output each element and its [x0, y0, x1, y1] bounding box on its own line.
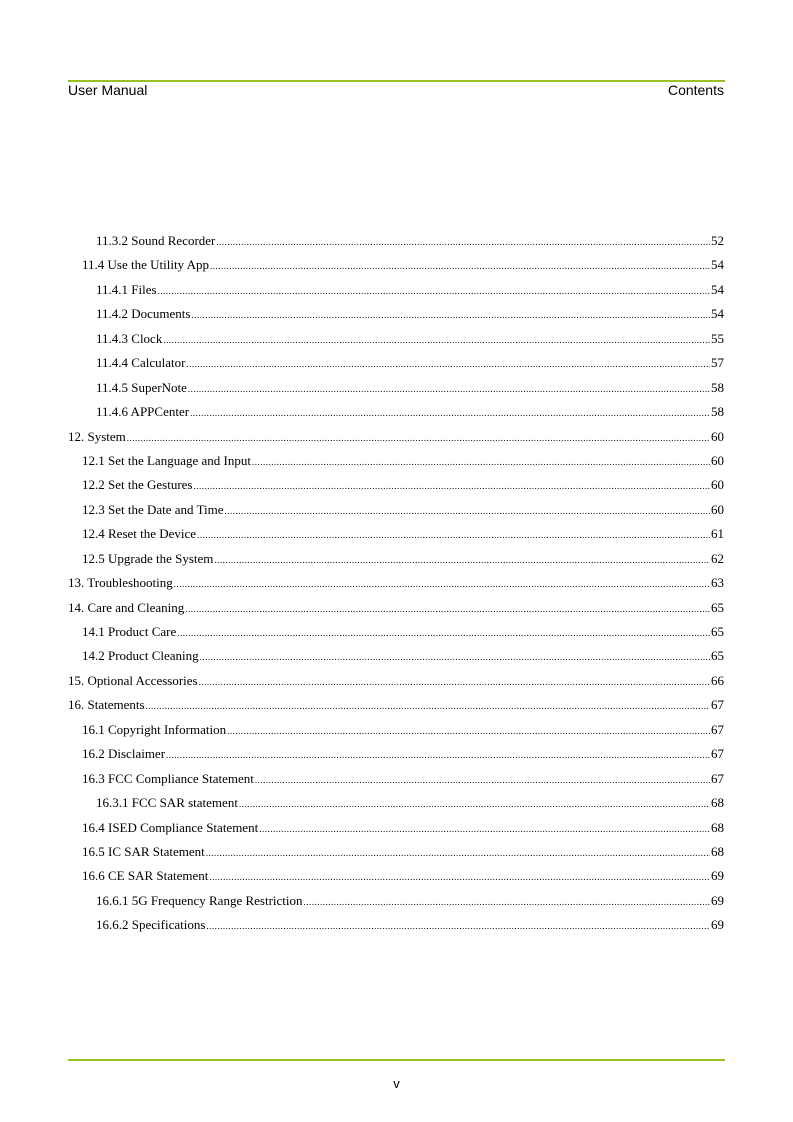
- toc-leader-dots: [186, 359, 710, 369]
- toc-entry[interactable]: [68, 502, 724, 526]
- toc-leader-dots: [200, 652, 710, 662]
- toc-entry[interactable]: [68, 429, 724, 453]
- toc-entry-label: 15. Optional Accessories: [68, 672, 198, 688]
- toc-entry[interactable]: [68, 648, 724, 672]
- toc-entry[interactable]: [68, 697, 724, 721]
- toc-entry-label: 14.1 Product Care: [82, 624, 177, 639]
- toc-entry-label: 11.4 Use the Utility App: [82, 257, 209, 273]
- toc-entry-page: 55: [711, 330, 724, 346]
- toc-leader-dots: [188, 384, 710, 394]
- toc-entry-label: 16.3.1 FCC SAR statement: [96, 795, 238, 811]
- header-section: Contents: [667, 82, 724, 98]
- toc-entry-page: 69: [711, 917, 724, 933]
- toc-entry-page: 60: [711, 452, 724, 468]
- toc-entry-label: 16.1 Copyright Information: [82, 721, 227, 737]
- toc-entry-page: 69: [711, 868, 724, 884]
- toc-leader-dots: [146, 701, 710, 711]
- toc-entry-label: 14. Care and Cleaning: [68, 599, 185, 615]
- toc-leader-dots: [166, 750, 710, 760]
- toc-leader-dots: [214, 555, 710, 565]
- toc-leader-dots: [209, 872, 710, 882]
- toc-entry-label: 11.4.4 Calculator: [96, 355, 186, 371]
- toc-entry[interactable]: [68, 624, 724, 648]
- toc-entry-page: 65: [711, 648, 724, 664]
- toc-entry-label: 11.3.2 Sound Recorder: [96, 233, 216, 248]
- toc-entry[interactable]: [68, 404, 724, 428]
- toc-leader-dots: [252, 457, 710, 467]
- toc-entry-page: 67: [711, 697, 724, 713]
- toc-entry-page: 63: [711, 575, 724, 591]
- toc-entry-page: 58: [711, 404, 724, 420]
- toc-entry-label: 11.4.1 Files: [96, 281, 157, 297]
- toc-entry[interactable]: [68, 795, 724, 819]
- toc-leader-dots: [239, 799, 710, 809]
- toc-entry-page: 54: [711, 257, 724, 273]
- toc-entry[interactable]: [68, 257, 724, 281]
- toc-leader-dots: [255, 775, 710, 785]
- toc-entry[interactable]: [68, 306, 724, 330]
- toc-entry-page: 68: [711, 819, 724, 835]
- toc-leader-dots: [227, 726, 710, 736]
- footer-rule: [68, 1059, 725, 1061]
- toc-entry[interactable]: [68, 477, 724, 501]
- table-of-contents: [68, 233, 724, 942]
- toc-entry[interactable]: [68, 722, 724, 746]
- toc-entry[interactable]: [68, 868, 724, 892]
- toc-entry[interactable]: [68, 893, 724, 917]
- toc-entry[interactable]: [68, 844, 724, 868]
- toc-entry[interactable]: [68, 331, 724, 355]
- toc-entry-label: 12.5 Upgrade the System: [82, 550, 214, 566]
- toc-entry-label: 11.4.2 Documents: [96, 306, 191, 322]
- toc-entry-label: 16.4 ISED Compliance Statement: [82, 819, 259, 835]
- toc-leader-dots: [197, 530, 710, 540]
- toc-entry-label: 12.4 Reset the Device: [82, 526, 197, 542]
- toc-leader-dots: [304, 897, 710, 907]
- toc-entry-label: 11.4.3 Clock: [96, 330, 163, 346]
- toc-entry-label: 12.2 Set the Gestures: [82, 477, 193, 493]
- toc-leader-dots: [185, 604, 710, 614]
- toc-leader-dots: [216, 237, 710, 247]
- toc-entry-label: 16. Statements: [68, 697, 145, 713]
- toc-entry[interactable]: [68, 820, 724, 844]
- toc-leader-dots: [190, 408, 710, 418]
- toc-entry-page: 60: [711, 501, 724, 517]
- toc-entry-label: 12.3 Set the Date and Time: [82, 501, 224, 517]
- toc-leader-dots: [193, 481, 710, 491]
- toc-entry-page: 66: [711, 672, 724, 688]
- toc-entry-label: 14.2 Product Cleaning: [82, 648, 199, 664]
- toc-entry-page: 60: [711, 428, 724, 444]
- toc-entry[interactable]: [68, 355, 724, 379]
- toc-leader-dots: [259, 824, 710, 834]
- page-number: v: [393, 1076, 400, 1091]
- toc-entry-label: 16.3 FCC Compliance Statement: [82, 770, 254, 786]
- toc-leader-dots: [210, 261, 710, 271]
- toc-entry-page: 54: [711, 306, 724, 322]
- toc-leader-dots: [158, 286, 710, 296]
- toc-leader-dots: [177, 628, 710, 638]
- toc-entry-page: 58: [711, 379, 724, 395]
- toc-leader-dots: [174, 579, 710, 589]
- toc-entry-page: 68: [711, 843, 724, 859]
- toc-entry[interactable]: [68, 917, 724, 941]
- toc-entry[interactable]: [68, 575, 724, 599]
- toc-entry-label: 16.6.1 5G Frequency Range Restriction: [96, 892, 303, 908]
- toc-entry-page: 67: [711, 721, 724, 737]
- toc-entry-page: 60: [711, 477, 724, 493]
- toc-entry-page: 67: [711, 746, 724, 762]
- toc-entry[interactable]: [68, 282, 724, 306]
- toc-entry[interactable]: [68, 526, 724, 550]
- toc-entry-page: 68: [711, 795, 724, 811]
- toc-leader-dots: [199, 677, 710, 687]
- toc-entry-page: 52: [711, 233, 724, 248]
- toc-entry-page: 67: [711, 770, 724, 786]
- toc-entry-page: 54: [711, 281, 724, 297]
- toc-entry[interactable]: [68, 380, 724, 404]
- toc-entry-label: 16.5 IC SAR Statement: [82, 843, 205, 859]
- toc-entry-page: 69: [711, 892, 724, 908]
- toc-entry-label: 12.1 Set the Language and Input: [82, 452, 251, 468]
- toc-entry[interactable]: [68, 453, 724, 477]
- toc-entry-label: 11.4.5 SuperNote: [96, 379, 187, 395]
- toc-entry[interactable]: [68, 771, 724, 795]
- toc-entry[interactable]: [68, 600, 724, 624]
- toc-entry-page: 65: [711, 599, 724, 615]
- toc-leader-dots: [206, 921, 710, 931]
- header-rule: [68, 80, 725, 82]
- toc-leader-dots: [225, 506, 710, 516]
- toc-entry[interactable]: [68, 551, 724, 575]
- header-title: User Manual: [68, 82, 148, 98]
- toc-entry[interactable]: [68, 233, 724, 257]
- toc-entry-label: 11.4.6 APPCenter: [96, 404, 190, 420]
- toc-leader-dots: [163, 335, 710, 345]
- toc-entry-label: 16.2 Disclaimer: [82, 746, 166, 762]
- toc-entry-page: 62: [711, 550, 724, 566]
- toc-entry-label: 16.6 CE SAR Statement: [82, 868, 209, 884]
- toc-entry-page: 65: [711, 624, 724, 639]
- toc-leader-dots: [206, 848, 710, 858]
- toc-leader-dots: [191, 310, 710, 320]
- toc-entry-label: 16.6.2 Specifications: [96, 917, 206, 933]
- toc-entry-page: 61: [711, 526, 724, 542]
- toc-entry[interactable]: [68, 746, 724, 770]
- toc-entry[interactable]: [68, 673, 724, 697]
- toc-entry-label: 12. System: [68, 428, 126, 444]
- toc-leader-dots: [127, 433, 710, 443]
- toc-entry-label: 13. Troubleshooting: [68, 575, 173, 591]
- toc-entry-page: 57: [711, 355, 724, 371]
